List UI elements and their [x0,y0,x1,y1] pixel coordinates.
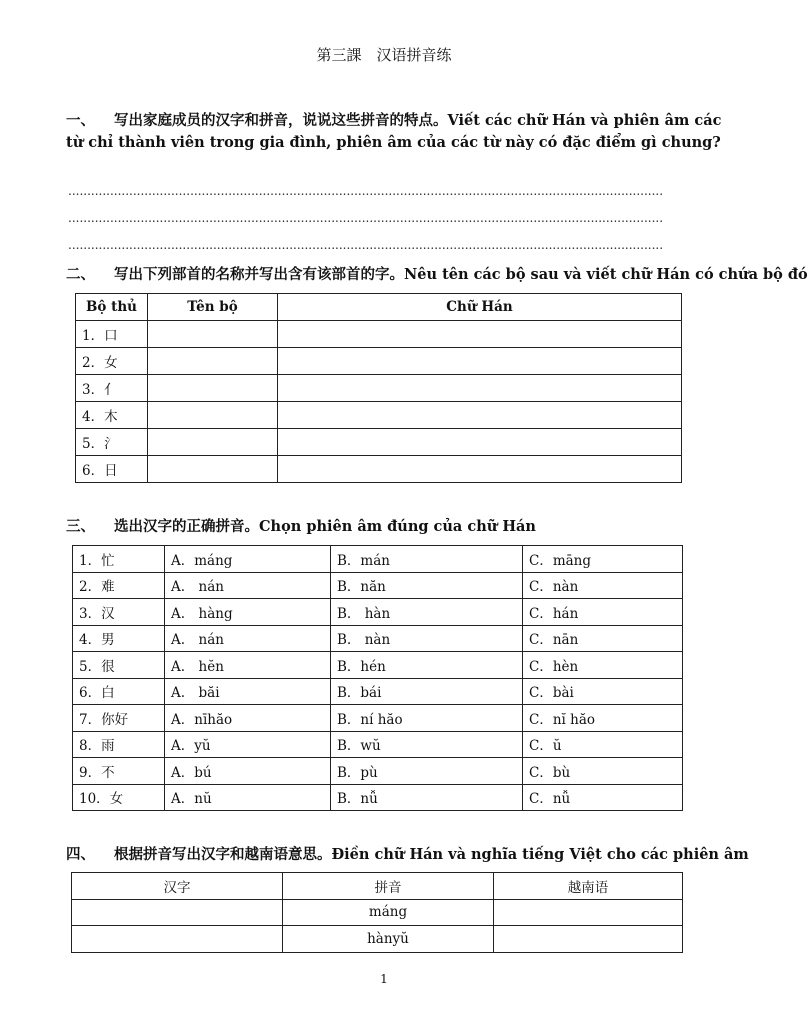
question-4-text: 根据拼音写出汉字和越南语意思。Điền chữ Hán và nghĩa tiếng Việt cho các phiên âm [114,846,749,863]
radical-cell: 5．氵 [76,429,148,456]
header-pinyin: 拼音 [283,873,494,900]
option-b[interactable]: B．pù [331,758,523,785]
option-b[interactable]: B. hàn [331,599,523,626]
option-a[interactable]: A. hĕn [165,652,331,679]
header-radical-name: Tên bộ [148,294,278,321]
option-c[interactable]: C．hán [523,599,683,626]
option-b[interactable]: B．wŭ [331,731,523,758]
hanzi-input[interactable] [278,402,682,429]
radical-cell: 4．木 [76,402,148,429]
option-c[interactable]: C．nǚ [523,784,683,811]
table-row [73,652,683,679]
option-c[interactable]: C．nān [523,625,683,652]
table-row [76,429,682,456]
option-a[interactable]: A. nán [165,572,331,599]
vietnamese-input[interactable] [494,926,683,953]
table-row [73,678,683,705]
page-number: 1 [380,972,388,986]
word-cell: 5．很 [73,652,165,679]
radical-cell: 3．亻 [76,375,148,402]
question-3-text: 选出汉字的正确拼音。Chọn phiên âm đúng của chữ Hán [114,518,536,535]
table-row [76,402,682,429]
option-b[interactable]: B．năn [331,572,523,599]
option-c[interactable]: C．ŭ [523,731,683,758]
radical-name-input[interactable] [148,321,278,348]
table-row [73,705,683,732]
option-a[interactable]: A．bú [165,758,331,785]
hanzi-input[interactable] [72,899,283,926]
answer-line-3[interactable]: ............................................................................................................................................................ [68,238,664,252]
option-b[interactable]: B．hén [331,652,523,679]
option-a[interactable]: A．nīhăo [165,705,331,732]
table-row [73,731,683,758]
option-c[interactable]: C．bài [523,678,683,705]
table-row [73,599,683,626]
word-cell: 8．雨 [73,731,165,758]
word-cell: 7．你好 [73,705,165,732]
radical-name-input[interactable] [148,429,278,456]
radical-cell: 2．女 [76,348,148,375]
radical-name-input[interactable] [148,348,278,375]
word-cell: 6．白 [73,678,165,705]
option-b[interactable]: B．mán [331,546,523,573]
table-header-row [72,873,683,900]
hanzi-input[interactable] [278,429,682,456]
option-a[interactable]: A. băi [165,678,331,705]
question-1-number: 一、 [66,112,95,129]
hanzi-input[interactable] [72,926,283,953]
option-b[interactable]: B．nǚ [331,784,523,811]
hanzi-input[interactable] [278,375,682,402]
hanzi-input[interactable] [278,321,682,348]
table-row [73,758,683,785]
question-4-number: 四、 [66,846,95,863]
question-4 [66,844,749,866]
option-c[interactable]: C．māng [523,546,683,573]
option-c[interactable]: C．nĭ hăo [523,705,683,732]
hanzi-input[interactable] [278,456,682,483]
pinyin-cell: máng [283,899,494,926]
question-2-number: 二、 [66,266,95,283]
radical-name-input[interactable] [148,375,278,402]
option-c[interactable]: C．nàn [523,572,683,599]
radical-name-input[interactable] [148,456,278,483]
pinyin-choice-table [72,545,683,811]
table-row [72,899,683,926]
answer-line-2[interactable]: ............................................................................................................................................................ [68,211,664,225]
header-radical: Bộ thủ [76,294,148,321]
option-c[interactable]: C．bù [523,758,683,785]
question-2 [66,264,808,286]
word-cell: 3．汉 [73,599,165,626]
vietnamese-input[interactable] [494,899,683,926]
header-hanzi: Chữ Hán [278,294,682,321]
table-row [73,784,683,811]
option-b[interactable]: B．bái [331,678,523,705]
table-row [73,546,683,573]
option-b[interactable]: B．ní hăo [331,705,523,732]
hanzi-input[interactable] [278,348,682,375]
word-cell: 1．忙 [73,546,165,573]
radical-cell: 6．日 [76,456,148,483]
table-row [73,625,683,652]
table-row [73,572,683,599]
answer-line-1[interactable]: ............................................................................................................................................................ [68,184,664,198]
question-1 [66,110,726,154]
option-a[interactable]: A. nán [165,625,331,652]
table-row [76,456,682,483]
question-3-number: 三、 [66,518,95,535]
table-header-row [76,294,682,321]
header-vietnamese: 越南语 [494,873,683,900]
radical-cell: 1．口 [76,321,148,348]
radical-name-input[interactable] [148,402,278,429]
question-3 [66,516,746,538]
table-row [76,321,682,348]
option-a[interactable]: A．yŭ [165,731,331,758]
pinyin-cell: hànyŭ [283,926,494,953]
header-hanzi: 汉字 [72,873,283,900]
word-cell: 4．男 [73,625,165,652]
table-row [76,375,682,402]
option-a[interactable]: A. hàng [165,599,331,626]
page-title: 第三課 汉语拼音练 [316,46,452,64]
table-row [76,348,682,375]
option-c[interactable]: C．hèn [523,652,683,679]
word-cell: 2．难 [73,572,165,599]
word-cell: 10．女 [73,784,165,811]
option-b[interactable]: B. nàn [331,625,523,652]
question-1-text: 写出家庭成员的汉字和拼音，说说这些拼音的特点。Viết các chữ Hán và phiên âm các từ chỉ thành viên trong gia đình, phiên âm của các từ này có đặc điểm gì chung? [66,112,722,151]
table-row [72,926,683,953]
word-cell: 9．不 [73,758,165,785]
option-a[interactable]: A．nŭ [165,784,331,811]
pinyin-fill-table [71,872,683,953]
question-2-text: 写出下列部首的名称并写出含有该部首的字。Nêu tên các bộ sau và viết chữ Hán có chứa bộ đó [114,266,808,283]
option-a[interactable]: A．máng [165,546,331,573]
radical-table [75,293,682,483]
